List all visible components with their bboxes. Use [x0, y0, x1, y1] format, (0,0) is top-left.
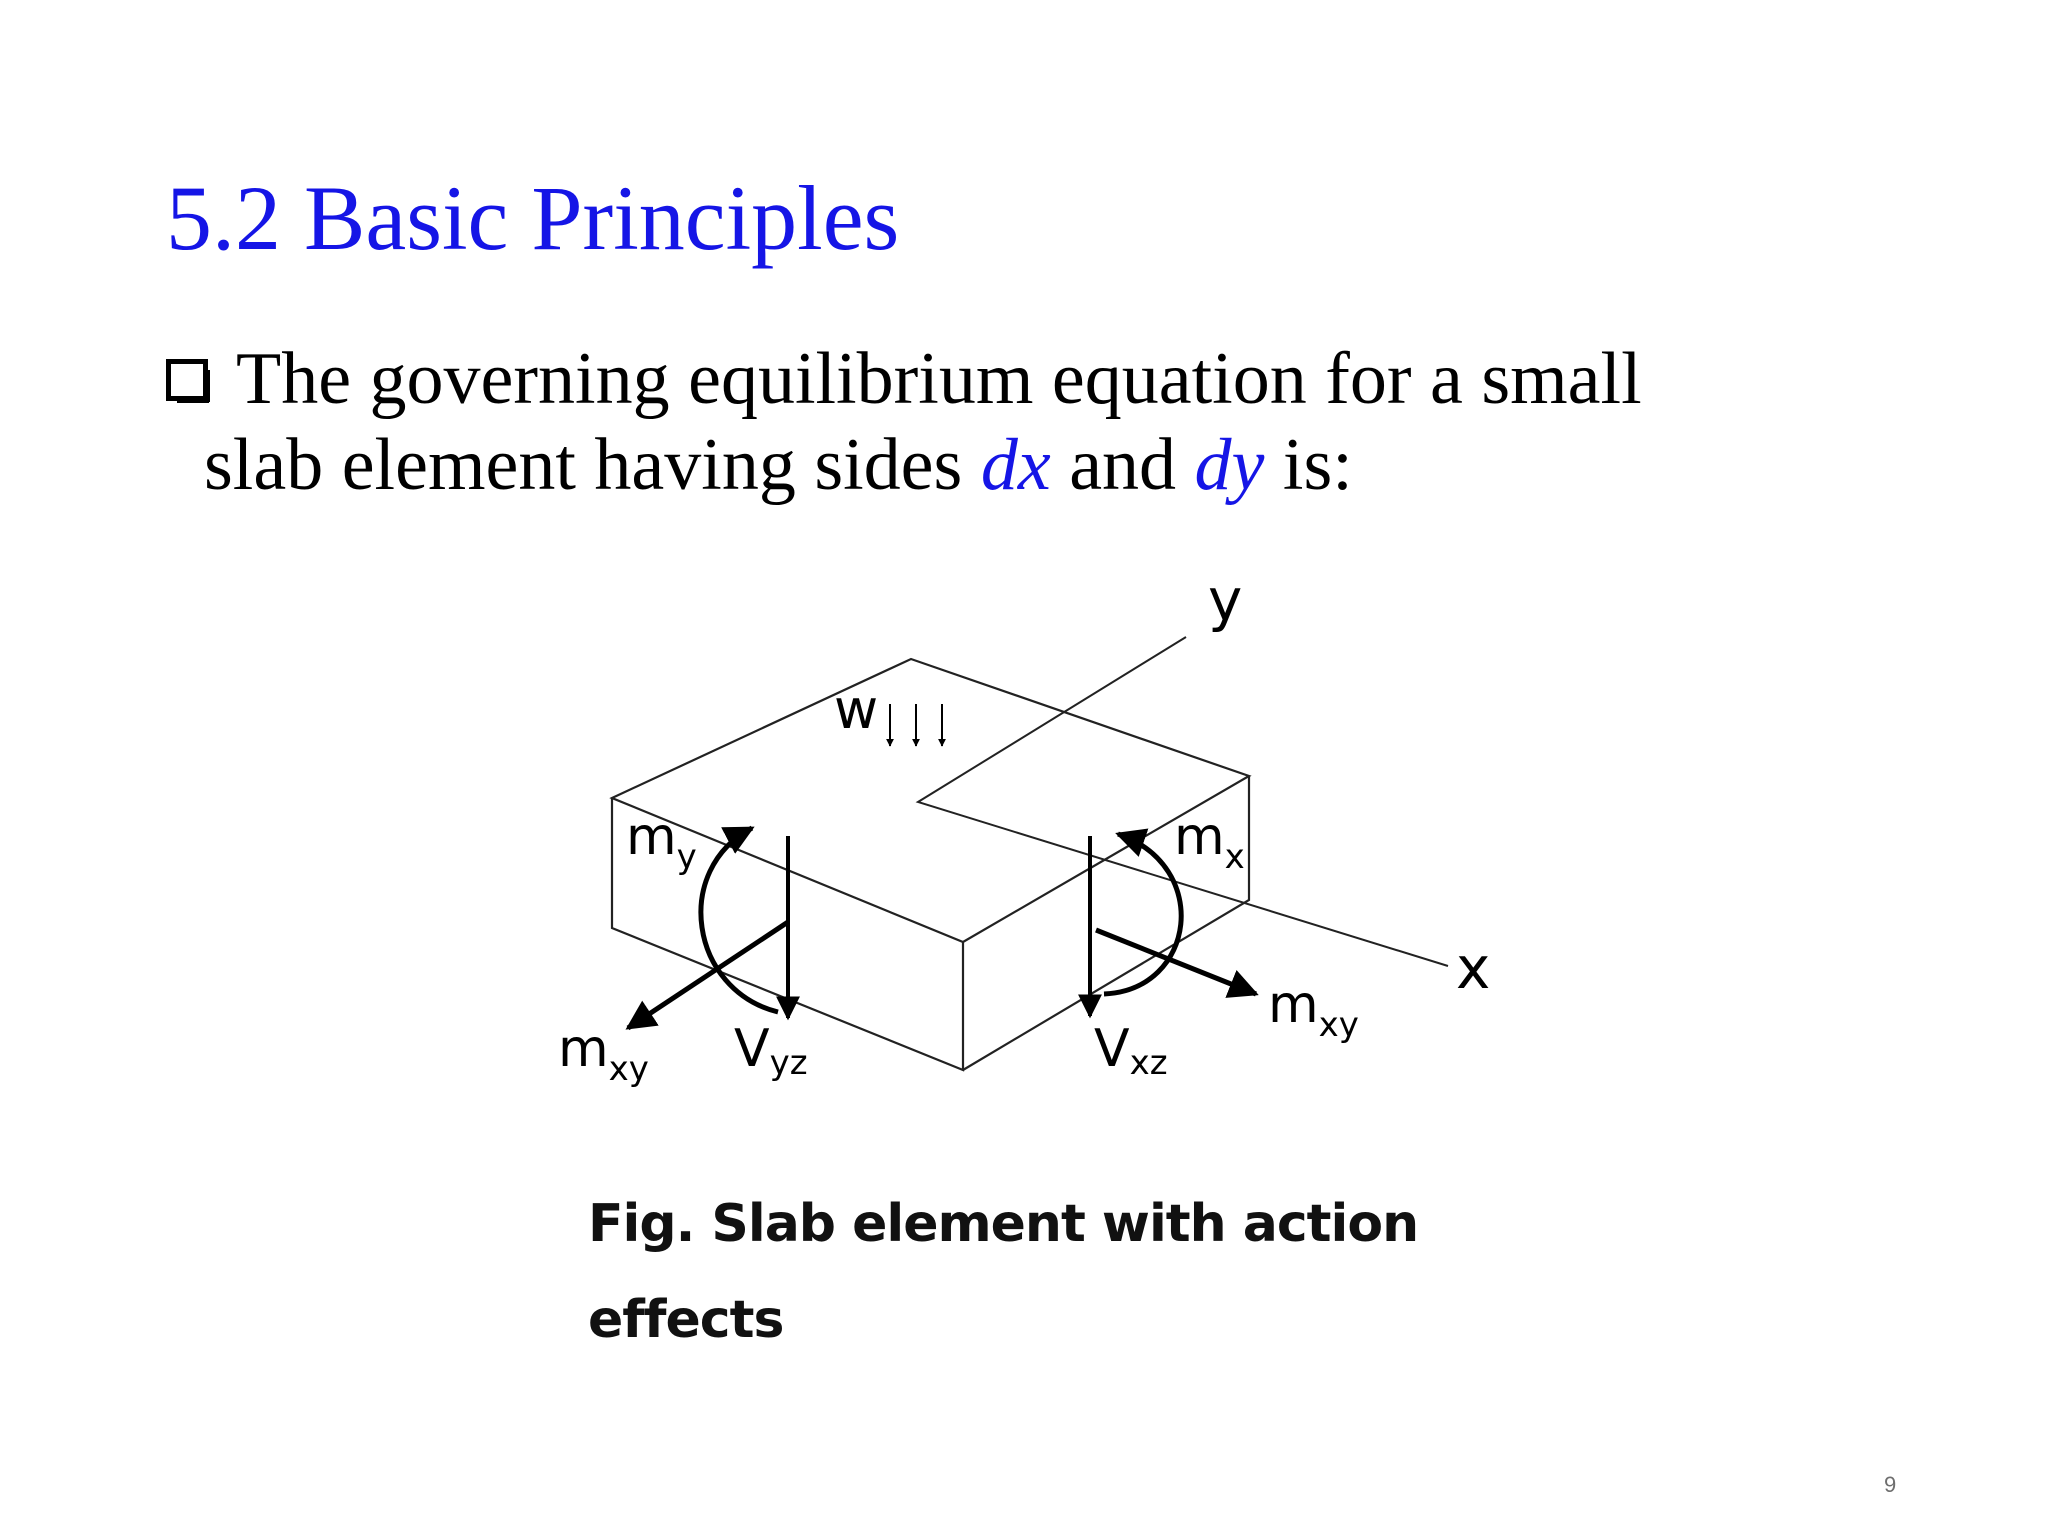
mxy-left-arrow — [628, 922, 788, 1028]
mxy-right-sub: xy — [1318, 1005, 1359, 1045]
bullet-line-2-mid: and — [1050, 424, 1195, 506]
vyz-sub: yz — [769, 1043, 808, 1083]
vxz-main: V — [1094, 1019, 1130, 1079]
figure-caption-line-2: effects — [588, 1290, 784, 1350]
variable-dy: dy — [1194, 424, 1265, 506]
y-axis-label: y — [1208, 566, 1243, 634]
mxy-right-main: m — [1268, 975, 1319, 1035]
slab-top-face — [612, 659, 1249, 942]
mx-label-sub: x — [1224, 837, 1245, 877]
my-moment-arc — [701, 828, 778, 1012]
my-label-sub: y — [676, 837, 697, 877]
my-label — [626, 807, 697, 877]
mxy-left-sub: xy — [608, 1049, 649, 1089]
load-arrows — [890, 704, 942, 746]
load-label: w — [834, 678, 879, 741]
bullet-line-1-text: The governing equilibrium equation for a small — [236, 338, 1642, 420]
mxy-left-main: m — [558, 1019, 609, 1079]
vxz-label — [1094, 1019, 1168, 1083]
bullet-line-2-post: is: — [1264, 424, 1353, 506]
figure-caption — [588, 1176, 1418, 1368]
mxy-left-label — [558, 1019, 649, 1089]
slab-block — [612, 659, 1249, 1070]
vyz-main: V — [734, 1019, 770, 1079]
mx-label-main: m — [1174, 807, 1225, 867]
vxz-sub: xz — [1129, 1043, 1168, 1083]
slide-title: 5.2 Basic Principles — [166, 167, 900, 269]
variable-dx: dx — [980, 424, 1051, 506]
my-label-main: m — [626, 807, 677, 867]
page-number: 9 — [1884, 1472, 1897, 1497]
vyz-label — [734, 1019, 808, 1083]
mxy-right-label — [1268, 975, 1359, 1045]
x-axis-label: x — [1456, 934, 1491, 1002]
figure-caption-line-1: Fig. Slab element with action — [588, 1194, 1419, 1254]
mx-moment-arc — [1104, 834, 1181, 994]
mx-label — [1174, 807, 1245, 877]
bullet-line-2-pre: slab element having sides — [204, 424, 981, 506]
